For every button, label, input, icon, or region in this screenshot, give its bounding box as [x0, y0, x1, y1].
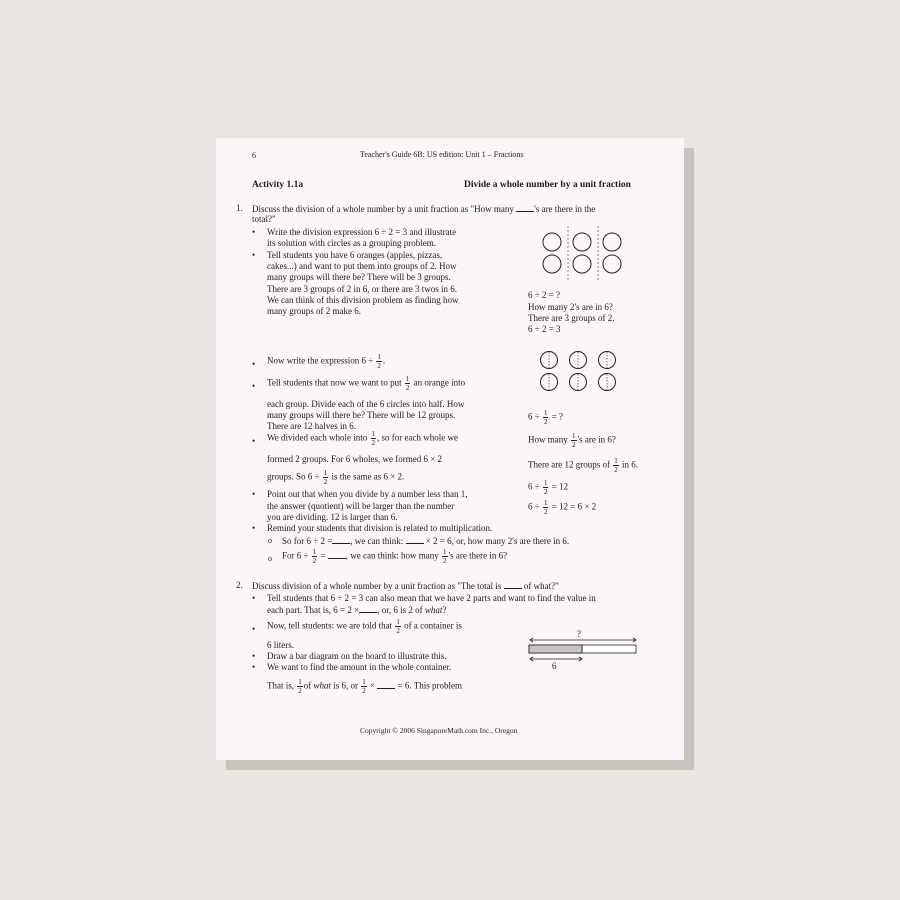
- text: of what?": [523, 581, 559, 591]
- bullet: •: [252, 227, 256, 237]
- fraction-one-half: [323, 469, 329, 486]
- bullet: •: [252, 250, 256, 260]
- text: , or, 6 is 2 of: [377, 605, 423, 615]
- numerator: 1: [543, 479, 548, 487]
- fraction-one-half: [613, 457, 619, 474]
- fraction-one-half: [312, 548, 318, 565]
- fraction-one-half: [371, 430, 377, 447]
- s2-b2-line1: [267, 618, 462, 635]
- fraction-one-half: [543, 409, 549, 426]
- s1-b2-line5: We can think of this division problem as finding how: [267, 295, 459, 305]
- bar-diagram: [528, 637, 640, 667]
- text: groups. So 6 ÷: [267, 471, 320, 482]
- bullet: •: [252, 523, 256, 533]
- denominator: 2: [543, 508, 548, 516]
- denominator: 2: [443, 557, 447, 565]
- numerator: 1: [572, 432, 576, 440]
- numerator: 1: [543, 409, 548, 417]
- s1-b2-line6: many groups of 2 make 6.: [267, 306, 361, 316]
- denominator: 2: [312, 557, 317, 565]
- denominator: 2: [543, 418, 548, 426]
- s2-b4: We want to find the amount in the whole container.: [267, 662, 452, 672]
- s2-b5: [267, 678, 462, 695]
- s1-sub1: [282, 535, 569, 547]
- halved-circles-figure: [540, 350, 636, 392]
- blank: [332, 535, 350, 544]
- fig1-line4: 6 ÷ 2 = 3: [528, 324, 561, 334]
- text: How many: [528, 434, 568, 445]
- intro-text: 's are there in the: [534, 204, 596, 214]
- orange-circle: [603, 233, 621, 251]
- text: There are 12 groups of: [528, 459, 610, 470]
- numerator: 1: [371, 430, 375, 438]
- text: So for 6 ÷ 2 =: [282, 536, 333, 546]
- text: .: [382, 355, 386, 366]
- bullet: •: [252, 662, 256, 672]
- bar-total-label: ?: [577, 629, 581, 639]
- text: what: [313, 680, 332, 691]
- text: Tell students that now we want to put: [267, 377, 402, 388]
- activity-title: Divide a whole number by a unit fraction: [464, 180, 631, 190]
- text: of a container is: [404, 620, 462, 631]
- fraction-one-half: [442, 548, 448, 565]
- fig1-line2: How many 2's are in 6?: [528, 302, 613, 312]
- fraction-one-half: [361, 678, 367, 695]
- blank: [504, 580, 522, 589]
- s2-b1-line1: Tell students that 6 ÷ 2 = 3 can also mean that we have 2 parts and want to find the value in: [267, 593, 596, 603]
- s1-b6-line1: Point out that when you divide by a number less than 1,: [267, 489, 468, 499]
- running-header: Teacher's Guide 6B: US edition: Unit 1 – Fractions: [360, 150, 524, 159]
- text: 's are there in 6?: [448, 550, 508, 561]
- fraction-one-half: [571, 432, 577, 449]
- activity-label: Activity 1.1a: [252, 180, 304, 190]
- text: what: [424, 605, 443, 615]
- s1-b5-line2: formed 2 groups. For 6 wholes, we formed 6 × 2: [267, 454, 443, 464]
- bullet: •: [252, 381, 256, 391]
- denominator: 2: [396, 627, 400, 635]
- fig2-line3: [528, 457, 638, 474]
- bullet: •: [252, 436, 256, 446]
- s2-b1-line2: [267, 604, 446, 616]
- text: ×: [370, 680, 376, 691]
- orange-circle: [603, 255, 621, 273]
- numerator: 1: [405, 375, 410, 383]
- orange-circle: [573, 233, 591, 251]
- text: = ?: [551, 411, 564, 422]
- fraction-one-half: [405, 375, 411, 392]
- bullet: •: [252, 489, 256, 499]
- bullet: •: [252, 593, 256, 603]
- page-number: 6: [252, 151, 256, 160]
- text: is 6, or: [333, 680, 359, 691]
- s1-b5-line1: [267, 430, 458, 447]
- fraction-one-half: [395, 618, 401, 635]
- s1-b2-line4: There are 3 groups of 2 in 6, or there are 3 twos in 6.: [267, 284, 457, 294]
- s1-b2-line3: many groups will there be? There will be 3 groups.: [267, 272, 451, 282]
- fig2-line1: [528, 409, 563, 426]
- blank: [516, 203, 534, 212]
- text: Discuss division of a whole number by a unit fraction as "The total is: [252, 581, 502, 591]
- bullet: •: [252, 624, 256, 634]
- s1-b1-line2: its solution with circles as a grouping problem.: [267, 238, 436, 248]
- numerator: 1: [543, 499, 548, 507]
- s1-b4-line2: each group. Divide each of the 6 circles into half. How: [267, 399, 465, 409]
- numerator: 1: [396, 618, 400, 626]
- bar-part-label: 6: [552, 661, 557, 671]
- denominator: 2: [543, 488, 548, 496]
- text: , we can think:: [350, 536, 404, 546]
- s1-b5-line3: [267, 469, 404, 486]
- s1-b4-line3: many groups will there be? There will be 12 groups.: [267, 410, 456, 420]
- section-1-number: 1.: [236, 203, 243, 213]
- orange-circle: [573, 255, 591, 273]
- blank: [359, 604, 377, 613]
- s1-b7: Remind your students that division is related to multiplication.: [267, 523, 493, 533]
- text: in 6.: [621, 459, 638, 470]
- s1-b6-line3: you are dividing. 12 is larger than 6.: [267, 512, 398, 522]
- blank: [377, 680, 395, 689]
- intro-text: Discuss the division of a whole number by a unit fraction as "How many: [252, 204, 514, 214]
- fraction-one-half: [543, 479, 549, 496]
- denominator: 2: [405, 384, 410, 392]
- text: 6 ÷: [528, 411, 540, 422]
- denominator: 2: [362, 687, 366, 695]
- s1-sub2: [282, 548, 507, 565]
- section-2-intro: [252, 580, 559, 592]
- s1-b4-line1: [267, 375, 465, 392]
- denominator: 2: [614, 466, 618, 474]
- grouping-circles-figure: [542, 226, 632, 286]
- text: 6 ÷: [528, 501, 540, 512]
- bar-half-shaded: [529, 645, 582, 653]
- text: is the same as 6 × 2.: [331, 471, 405, 482]
- text: an orange into: [413, 377, 466, 388]
- text: 6 ÷: [528, 481, 540, 492]
- fig2-line4: [528, 479, 568, 496]
- numerator: 1: [443, 548, 447, 556]
- sub-bullet: o: [268, 554, 272, 563]
- numerator: 1: [298, 678, 302, 686]
- numerator: 1: [614, 457, 618, 465]
- section-1-intro-cont: total?": [252, 214, 276, 224]
- text: = 6. This problem: [397, 680, 462, 691]
- document-page: [216, 138, 684, 760]
- s1-b6-line2: the answer (quotient) will be larger than the number: [267, 501, 455, 511]
- numerator: 1: [323, 469, 328, 477]
- s1-b2-line1: Tell students you have 6 oranges (apples, pizzas,: [267, 250, 443, 260]
- orange-circle: [543, 255, 561, 273]
- numerator: 1: [312, 548, 317, 556]
- fig1-line1: 6 ÷ 2 = ?: [528, 290, 561, 300]
- blank: [328, 550, 346, 559]
- s1-b2-line2: cakes...) and want to put them into groups of 2. How: [267, 261, 457, 271]
- section-1-intro: [252, 203, 595, 215]
- fraction-one-half: [297, 678, 303, 695]
- text: × 2 = 6, or, how many 2's are there in 6.: [425, 536, 570, 546]
- denominator: 2: [377, 362, 381, 370]
- denominator: 2: [572, 441, 576, 449]
- denominator: 2: [323, 478, 328, 486]
- s2-b3: Draw a bar diagram on the board to illustrate this.: [267, 651, 447, 661]
- text: , we can think: how many: [345, 550, 439, 561]
- text: = 12: [551, 481, 569, 492]
- fig2-line5: [528, 499, 596, 516]
- s1-b1-line1: Write the division expression 6 ÷ 2 = 3 and illustrate: [267, 227, 457, 237]
- fraction-one-half: [376, 353, 382, 370]
- text: each part. That is, 6 = 2 ×: [267, 605, 360, 615]
- s1-b4-line4: There are 12 halves in 6.: [267, 421, 356, 431]
- orange-circle: [543, 233, 561, 251]
- numerator: 1: [362, 678, 366, 686]
- blank: [406, 535, 424, 544]
- text: ?: [442, 605, 447, 615]
- numerator: 1: [377, 353, 381, 361]
- sub-bullet: o: [268, 536, 272, 545]
- bullet: •: [252, 651, 256, 661]
- text: 's are in 6?: [577, 434, 616, 445]
- text: =: [320, 550, 326, 561]
- fig1-line3: There are 3 groups of 2.: [528, 313, 615, 323]
- text: Now write the expression 6 ÷: [267, 355, 374, 366]
- bullet: •: [252, 359, 256, 369]
- text: For 6 ÷: [282, 550, 309, 561]
- section-2-number: 2.: [236, 580, 243, 590]
- text: , so for each whole we: [377, 432, 458, 443]
- text: of: [303, 680, 312, 691]
- s1-b3: [267, 353, 385, 370]
- text: Now, tell students: we are told that: [267, 620, 393, 631]
- copyright-footer: Copyright © 2006 SingaporeMath.com Inc., Oregon: [360, 726, 518, 735]
- text: That is,: [267, 680, 294, 691]
- denominator: 2: [298, 687, 302, 695]
- fraction-one-half: [543, 499, 549, 516]
- text: We divided each whole into: [267, 432, 368, 443]
- text: = 12 = 6 × 2: [551, 501, 597, 512]
- fig2-line2: [528, 432, 616, 449]
- denominator: 2: [371, 439, 375, 447]
- s2-b2-line2: 6 liters.: [267, 640, 294, 650]
